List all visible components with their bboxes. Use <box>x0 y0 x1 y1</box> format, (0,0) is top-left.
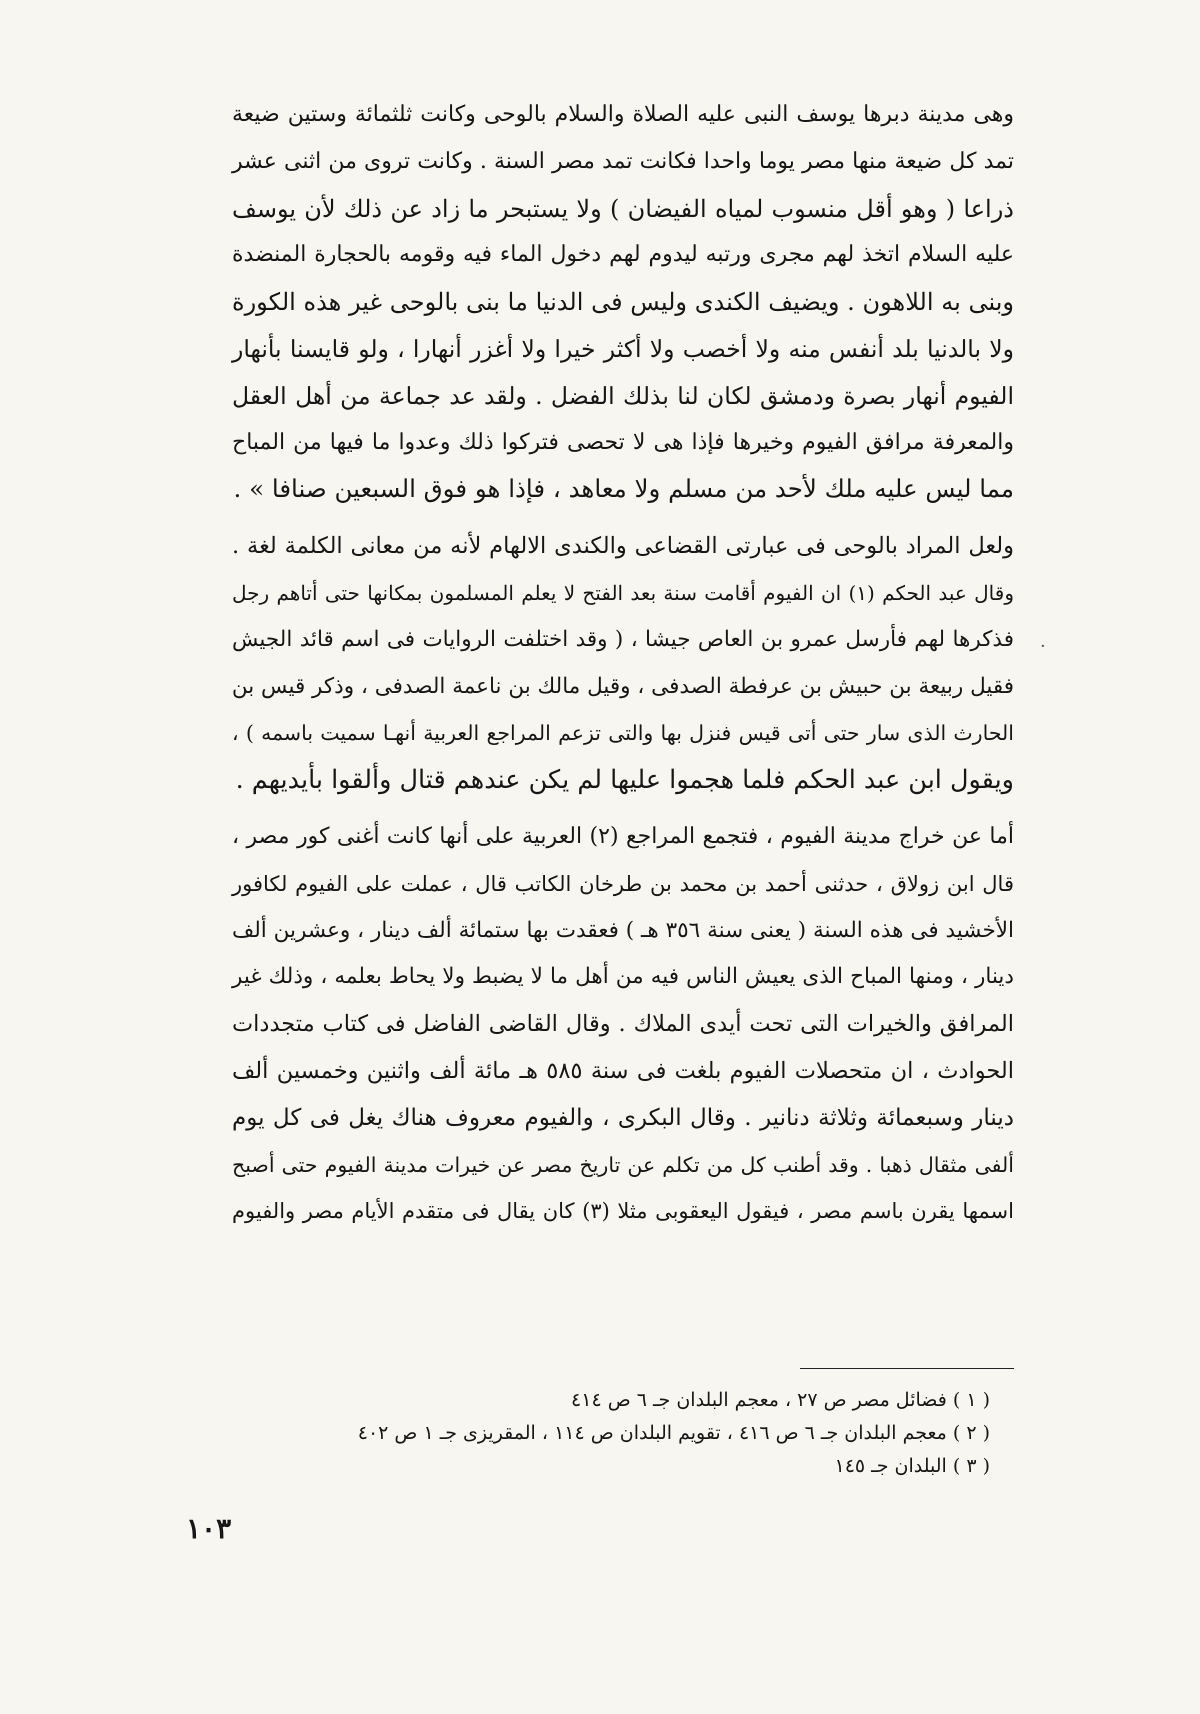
text-line: المرافق والخيرات التى تحت أيدى الملاك . وقال القاضى الفاضل فى كتاب متجددات <box>232 1011 1014 1038</box>
text-line: دينار وسبعمائة وثلاثة دنانير . وقال البكرى ، والفيوم معروف هناك يغل فى كل يوم <box>232 1104 1014 1131</box>
page-number: ١٠٣ <box>186 1512 232 1545</box>
footnote: ( ٢ ) معجم البلدان جـ ٦ ص ٤١٦ ، تقويم البلدان ص ١١٤ ، المقريزى جـ ١ ص ٤٠٢ <box>357 1422 990 1444</box>
footnote: ( ٣ ) البلدان جـ ١٤٥ <box>834 1455 990 1477</box>
paragraph-spacer <box>232 804 1014 814</box>
footnote-separator <box>800 1368 1014 1369</box>
text-line: وهى مدينة دبرها يوسف النبى عليه الصلاة والسلام بالوحى وكانت ثلثمائة وستين ضيعة <box>232 102 1014 127</box>
paragraph-1 <box>232 92 1014 513</box>
text-line: وبنى به اللاهون . ويضيف الكندى وليس فى الدنيا ما بنى بالوحى غير هذه الكورة <box>232 288 1014 317</box>
main-text <box>232 92 1014 1235</box>
text-line: الفيوم أنهار بصرة ودمشق لكان لنا بذلك الفضل . ولقد عد جماعة من أهل العقل <box>232 381 1014 410</box>
text-line: فقيل ربيعة بن حبيش بن عرفطة الصدفى ، وقيل مالك بن ناعمة الصدفى ، وذكر قيس بن <box>231 673 1014 699</box>
paragraph-2 <box>232 523 1014 804</box>
text-line: دينار ، ومنها المباح الذى يعيش الناس فيه من أهل ما لا يضبط ولا يحاط بعلمه ، وذلك غير <box>232 964 1014 990</box>
text-line: الحارث الذى سار حتى أتى قيس فنزل بها والتى تزعم المراجع العربية أنهـا سميت باسمه ) ، <box>232 721 1014 746</box>
text-line: وقال عبد الحكم (١) ان الفيوم أقامت سنة بعد الفتح لا يعلم المسلمون بمكانها حتى أتاهم رجل <box>232 580 1014 605</box>
margin-mark: · <box>1040 636 1046 657</box>
text-line: فذكرها لهم فأرسل عمرو بن العاص جيشا ، ( وقد اختلفت الروايات فى اسم قائد الجيش <box>232 626 1014 652</box>
footnote: ( ١ ) فضائل مصر ص ٢٧ ، معجم البلدان جـ ٦ ص ٤١٤ <box>571 1389 990 1411</box>
text-line: تمد كل ضيعة منها مصر يوما واحدا فكانت تمد مصر السنة . وكانت تروى من اثنى عشر <box>232 148 1014 174</box>
footnotes <box>232 1384 990 1483</box>
text-line: ولعل المراد بالوحى فى عبارتى القضاعى والكندى الالهام لأنه من معانى الكلمة لغة . <box>232 533 1014 560</box>
text-line: قال ابن زولاق ، حدثنى أحمد بن محمد بن طرخان الكاتب قال ، عملت على الفيوم لكافور <box>232 871 1014 896</box>
text-line: أما عن خراج مدينة الفيوم ، فتجمع المراجع (٢) العربية على أنها كانت أغنى كور مصر ، <box>232 823 1014 849</box>
text-line: اسمها يقرن باسم مصر ، فيقول اليعقوبى مثلا (٣) كان يقال فى متقدم الأيام مصر والفيوم <box>232 1199 1014 1224</box>
paragraph-3 <box>232 814 1014 1235</box>
text-line: عليه السلام اتخذ لهم مجرى ورتبه ليدوم لهم دخول الماء فيه وقومه بالحجارة المنضدة <box>232 242 1015 268</box>
text-line: والمعرفة مرافق الفيوم وخيرها فإذا هى لا تحصى فتركوا ذلك وعدوا ما فيها من المباح <box>232 429 1014 455</box>
text-line: الحوادث ، ان متحصلات الفيوم بلغت فى سنة ٥٨٥ هـ مائة ألف واثنين وخمسين ألف <box>232 1057 1014 1084</box>
text-line: ويقول ابن عبد الحكم فلما هجموا عليها لم يكن عندهم قتال وألقوا بأيديهم . <box>235 765 1014 796</box>
text-line: الأخشيد فى هذه السنة ( يعنى سنة ٣٥٦ هـ ) فعقدت بها ستمائة ألف دينار ، وعشرين ألف <box>232 917 1014 943</box>
paragraph-spacer <box>232 513 1014 523</box>
text-line: ولا بالدنيا بلد أنفس منه ولا أخصب ولا أكثر خيرا ولا أغزر أنهارا ، ولو قايسنا بأنهار <box>232 334 1014 363</box>
text-line: ألفى مثقال ذهبا . وقد أطنب كل من تكلم عن تاريخ مصر عن خيرات مدينة الفيوم حتى أصبح <box>232 1152 1014 1177</box>
text-line: ذراعا ( وهو أقل منسوب لمياه الفيضان ) ولا يستبحر ما زاد عن ذلك لأن يوسف <box>232 194 1014 223</box>
text-line: مما ليس عليه ملك لأحد من مسلم ولا معاهد ، فإذا هو فوق السبعين صنافا » . <box>233 474 1014 504</box>
